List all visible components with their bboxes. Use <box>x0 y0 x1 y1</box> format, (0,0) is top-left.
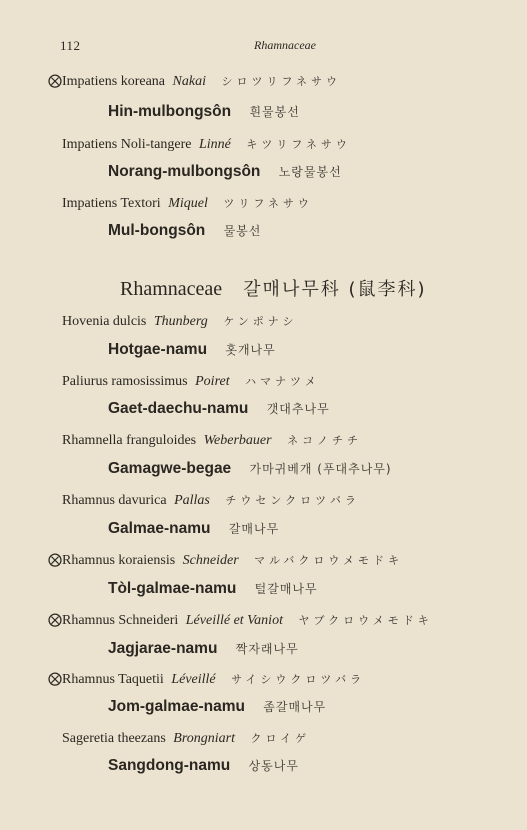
circled-x-mark-icon: ⨂ <box>48 73 62 89</box>
scientific-name-line <box>62 195 313 212</box>
scientific-name-line <box>48 671 366 688</box>
korean-romanized: Hin-mulbongsôn <box>108 103 232 120</box>
japanese-name: ヤブクロウメモドキ <box>298 614 433 627</box>
page-header <box>60 38 487 58</box>
author-name: Pallas <box>174 493 210 508</box>
scientific-name: Paliurus ramosissimus <box>62 374 188 389</box>
scientific-name: Rhamnus koraiensis <box>62 553 176 568</box>
page-number: 112 <box>60 38 81 53</box>
korean-name-line <box>108 400 330 418</box>
author-name: Weberbauer <box>203 433 272 448</box>
scientific-name-line <box>62 313 298 330</box>
korean-romanized: Hotgae-namu <box>108 341 208 358</box>
author-name: Poiret <box>195 374 230 389</box>
korean-romanized: Mul-bongsôn <box>108 222 206 239</box>
korean-hangul: 가마귀베개 (푸대추나무) <box>249 462 392 476</box>
scientific-name: Rhamnus davurica <box>62 493 167 508</box>
korean-hangul: 홋개나무 <box>225 343 276 357</box>
author-name: Thunberg <box>153 314 208 329</box>
korean-romanized: Jom-galmae-namu <box>108 698 245 715</box>
author-name: Miquel <box>168 196 208 211</box>
scientific-name-line <box>62 730 310 747</box>
scientific-name-line <box>62 432 362 449</box>
korean-name-line <box>108 460 392 478</box>
korean-romanized: Gaet-daechu-namu <box>108 400 249 417</box>
japanese-name: ハマナツメ <box>245 375 320 388</box>
korean-name-line <box>108 163 342 181</box>
circled-x-mark-icon: ⨂ <box>48 552 62 568</box>
scientific-name-line <box>62 373 320 390</box>
japanese-name: キツリフネサウ <box>246 138 351 151</box>
family-heading <box>120 275 427 301</box>
author-name: Léveillé et Vaniot <box>185 613 283 628</box>
japanese-name: ツリフネサウ <box>223 197 313 210</box>
korean-romanized: Norang-mulbongsôn <box>108 163 261 180</box>
scientific-name-line <box>48 73 342 90</box>
author-name: Nakai <box>172 74 206 89</box>
korean-name-line <box>108 103 300 121</box>
circled-x-mark-icon: ⨂ <box>48 671 62 687</box>
scientific-name-line <box>48 552 404 569</box>
korean-name-line <box>108 698 326 716</box>
circled-x-mark-icon: ⨂ <box>48 612 62 628</box>
japanese-name: シロツリフネサウ <box>221 75 342 88</box>
korean-hangul: 물봉선 <box>223 224 262 238</box>
japanese-name: ケンポナシ <box>223 315 298 328</box>
korean-romanized: Tòl-galmae-namu <box>108 580 237 597</box>
korean-hangul: 털갈매나무 <box>254 582 318 596</box>
scientific-name: Rhamnella franguloides <box>62 433 197 448</box>
author-name: Schneider <box>182 553 239 568</box>
korean-name-line <box>108 520 279 538</box>
author-name: Léveillé <box>171 672 216 687</box>
scientific-name: Hovenia dulcis <box>62 314 147 329</box>
scientific-name-line <box>62 136 351 153</box>
korean-hangul: 흰물봉선 <box>249 105 300 119</box>
author-name: Linné <box>198 137 231 152</box>
japanese-name: サイシウクロツバラ <box>231 673 366 686</box>
korean-name-line <box>108 580 318 598</box>
scientific-name-line <box>62 492 360 509</box>
japanese-name: チウセンクロツバラ <box>225 494 360 507</box>
korean-hangul: 갯대추나무 <box>266 402 330 416</box>
korean-name-line <box>108 757 299 775</box>
korean-hangul: 노랑물봉선 <box>278 165 342 179</box>
korean-romanized: Sangdong-namu <box>108 757 231 774</box>
scientific-name: Impatiens Noli-tangere <box>62 137 192 152</box>
korean-hangul: 갈매나무 <box>228 522 280 536</box>
scientific-name: Rhamnus Taquetii <box>62 672 164 687</box>
running-title: Rhamnaceae <box>254 38 316 52</box>
korean-hangul: 상동나무 <box>248 759 299 773</box>
korean-hangul: 짝자래나무 <box>235 642 299 656</box>
family-latin-name: Rhamnaceae <box>120 278 223 300</box>
korean-name-line <box>108 222 261 240</box>
scientific-name: Sageretia theezans <box>62 731 166 746</box>
scientific-name: Impatiens Textori <box>62 196 161 211</box>
author-name: Brongniart <box>173 731 235 746</box>
family-cjk-name: 갈매나무科 (鼠李科) <box>243 279 427 300</box>
korean-romanized: Gamagwe-begae <box>108 460 232 477</box>
korean-name-line <box>108 640 299 658</box>
japanese-name: ネコノチチ <box>287 434 363 447</box>
japanese-name: クロイゲ <box>250 732 310 745</box>
scientific-name: Impatiens koreana <box>62 74 166 89</box>
korean-romanized: Jagjarae-namu <box>108 640 218 657</box>
korean-romanized: Galmae-namu <box>108 520 211 537</box>
korean-hangul: 좀갈매나무 <box>263 700 327 714</box>
scientific-name-line <box>48 612 433 629</box>
korean-name-line <box>108 341 276 359</box>
japanese-name: マルバクロウメモドキ <box>254 554 404 567</box>
scientific-name: Rhamnus Schneideri <box>62 613 179 628</box>
